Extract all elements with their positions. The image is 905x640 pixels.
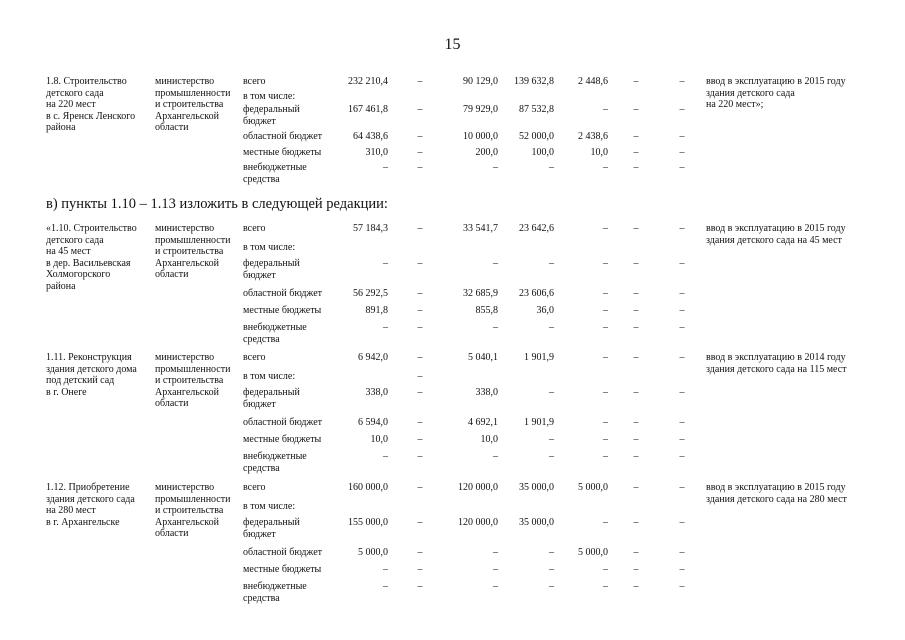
amount-cell: 5 000,0 <box>358 547 388 558</box>
funding-source-label-line: бюджет <box>243 398 276 410</box>
amount-cell: – <box>679 104 685 115</box>
amount-cell: – <box>633 417 639 428</box>
amount-cell: 855,8 <box>475 305 498 316</box>
amount-cell: 6 942,0 <box>358 352 388 363</box>
amount-cell: – <box>417 147 423 158</box>
funding-source-label-line: внебюджетные <box>243 451 307 462</box>
funding-source-label-line: федеральный <box>243 387 300 398</box>
funding-source-label-line: в том числе: <box>243 242 296 253</box>
amount-cell: – <box>603 434 608 445</box>
amount-cell: 5 000,0 <box>578 547 608 558</box>
expected-result <box>706 223 886 246</box>
amount-cell: – <box>603 162 608 173</box>
amount-cell: – <box>633 288 639 299</box>
funding-source-label-line: бюджет <box>243 269 276 281</box>
funding-source-label-line: всего <box>243 223 266 234</box>
executor-line: Архангельской <box>155 110 219 122</box>
amount-cell: – <box>417 288 423 299</box>
project-name-line: на 220 мест <box>46 99 96 110</box>
funding-source-label-line: внебюджетные <box>243 162 307 173</box>
amount-cell: 4 692,1 <box>468 417 498 428</box>
amount-cell: 35 000,0 <box>519 517 554 528</box>
amount-cell: – <box>679 258 685 269</box>
executor-line: министерство <box>155 76 215 87</box>
executor-line: министерство <box>155 482 215 493</box>
amount-cell: 120 000,0 <box>458 517 498 528</box>
executor <box>155 352 237 410</box>
amount-cell: 57 184,3 <box>353 223 388 234</box>
amount-cell: 232 210,4 <box>348 76 388 87</box>
amount-cell: – <box>633 305 639 316</box>
amount-cell: – <box>549 258 554 269</box>
amount-cell: 1 901,9 <box>524 352 554 363</box>
executor-line: министерство <box>155 223 215 234</box>
amount-cell: 120 000,0 <box>458 482 498 493</box>
amount-cell: – <box>633 482 639 493</box>
amount-cell: – <box>679 451 685 462</box>
project-name <box>46 76 152 134</box>
amount-cell: – <box>633 434 639 445</box>
expected-result-line: здания детского сада на 45 мест <box>706 234 842 246</box>
section-heading: в) пункты 1.10 – 1.13 изложить в следующей редакции: <box>46 196 388 212</box>
executor-line: промышленности <box>155 87 231 99</box>
amount-cell: – <box>603 387 608 398</box>
amount-cell: – <box>633 131 639 142</box>
amount-cell: – <box>679 76 685 87</box>
executor-line: области <box>155 528 189 539</box>
amount-cell: – <box>417 564 423 575</box>
amount-cell: 100,0 <box>531 147 554 158</box>
amount-cell: 167 461,8 <box>348 104 388 115</box>
amount-cell: – <box>549 564 554 575</box>
funding-source-label-line: средства <box>243 173 280 185</box>
executor-line: и строительства <box>155 246 224 257</box>
amount-cell: – <box>633 147 639 158</box>
funding-source-label-line: средства <box>243 333 280 345</box>
amount-cell: – <box>417 387 423 398</box>
project-name-line: под детский сад <box>46 375 115 386</box>
amount-cell: – <box>493 258 498 269</box>
project-name-line: 1.8. Строительство <box>46 76 127 87</box>
amount-cell: – <box>633 258 639 269</box>
executor-line: промышленности <box>155 234 231 246</box>
amount-cell: – <box>679 547 685 558</box>
expected-result <box>706 482 886 505</box>
amount-cell: – <box>417 482 423 493</box>
amount-cell: – <box>679 564 685 575</box>
project-name <box>46 482 152 528</box>
project-name-line: Холмогорского <box>46 269 111 280</box>
amount-cell: – <box>633 451 639 462</box>
amount-cell: – <box>603 258 608 269</box>
amount-cell: – <box>417 76 423 87</box>
funding-source-label-line: в том числе: <box>243 91 296 102</box>
funding-source-label-line: внебюджетные <box>243 581 307 592</box>
amount-cell: 23 642,6 <box>519 223 554 234</box>
amount-cell: – <box>493 322 498 333</box>
executor-line: Архангельской <box>155 386 219 398</box>
amount-cell: 139 632,8 <box>514 76 554 87</box>
executor-line: промышленности <box>155 363 231 375</box>
funding-source-label-line: бюджет <box>243 528 276 540</box>
funding-source-label-line: бюджет <box>243 115 276 127</box>
expected-result-line: на 220 мест»; <box>706 99 764 110</box>
funding-source-label <box>243 501 338 513</box>
amount-cell: – <box>679 352 685 363</box>
expected-result <box>706 352 886 375</box>
project-name-line: здания детского дома <box>46 363 137 375</box>
funding-source-label-line: всего <box>243 76 266 87</box>
amount-cell: – <box>417 305 423 316</box>
project-name-line: на 280 мест <box>46 505 96 516</box>
amount-cell: – <box>679 288 685 299</box>
funding-source-label-line: местные бюджеты <box>243 434 322 445</box>
funding-source-label-line: областной бюджет <box>243 547 323 558</box>
amount-cell: 87 532,8 <box>519 104 554 115</box>
funding-source-label-line: областной бюджет <box>243 131 323 142</box>
amount-cell: 2 438,6 <box>578 131 608 142</box>
amount-cell: 5 000,0 <box>578 482 608 493</box>
amount-cell: – <box>679 434 685 445</box>
amount-cell: – <box>417 223 423 234</box>
executor-line: области <box>155 398 189 409</box>
amount-cell: – <box>417 131 423 142</box>
amount-cell: – <box>633 162 639 173</box>
amount-cell: 33 541,7 <box>463 223 498 234</box>
amount-cell: – <box>417 322 423 333</box>
amount-cell: – <box>633 104 639 115</box>
amount-cell: – <box>679 322 685 333</box>
executor-line: области <box>155 122 189 133</box>
amount-cell: 56 292,5 <box>353 288 388 299</box>
funding-source-label-line: федеральный <box>243 258 300 269</box>
amount-cell: – <box>603 223 608 234</box>
amount-cell: – <box>603 305 608 316</box>
project-name-line: в дер. Васильевская <box>46 257 131 269</box>
amount-cell: 891,8 <box>365 305 388 316</box>
funding-source-label-line: федеральный <box>243 517 300 528</box>
amount-cell: 310,0 <box>365 147 388 158</box>
amount-cell: – <box>493 581 498 592</box>
expected-result-line: здания детского сада <box>706 87 795 99</box>
amount-cell: – <box>633 547 639 558</box>
amount-cell: – <box>603 288 608 299</box>
amount-cell: 338,0 <box>365 387 388 398</box>
expected-result-line: ввод в эксплуатацию в 2015 году <box>706 223 846 234</box>
amount-cell: 1 901,9 <box>524 417 554 428</box>
amount-cell: 36,0 <box>536 305 554 316</box>
project-name-line: в г. Архангельске <box>46 516 120 528</box>
amount-cell: – <box>603 322 608 333</box>
amount-cell: – <box>679 387 685 398</box>
amount-cell: – <box>679 517 685 528</box>
amount-cell: 90 129,0 <box>463 76 498 87</box>
project-name-line: в г. Онеге <box>46 386 87 398</box>
amount-cell: 2 448,6 <box>578 76 608 87</box>
amount-cell: – <box>383 258 388 269</box>
amount-cell: – <box>679 417 685 428</box>
amount-cell: – <box>383 451 388 462</box>
amount-cell: – <box>633 322 639 333</box>
amount-cell: – <box>417 258 423 269</box>
amount-cell: – <box>603 581 608 592</box>
amount-cell: – <box>383 564 388 575</box>
funding-source-label-line: внебюджетные <box>243 322 307 333</box>
amount-cell: – <box>603 517 608 528</box>
executor-line: и строительства <box>155 505 224 516</box>
amount-cell: – <box>679 482 685 493</box>
amount-cell: – <box>417 162 423 173</box>
amount-cell: 23 606,6 <box>519 288 554 299</box>
amount-cell: 160 000,0 <box>348 482 388 493</box>
executor-line: Архангельской <box>155 257 219 269</box>
amount-cell: – <box>679 131 685 142</box>
amount-cell: 52 000,0 <box>519 131 554 142</box>
expected-result-line: здания детского сада на 115 мест <box>706 363 847 375</box>
funding-source-label <box>243 91 338 103</box>
project-name-line: «1.10. Строительство <box>46 223 137 234</box>
amount-cell: – <box>679 147 685 158</box>
funding-source-label-line: областной бюджет <box>243 417 323 428</box>
amount-cell: – <box>417 417 423 428</box>
executor <box>155 223 237 281</box>
amount-cell: – <box>493 547 498 558</box>
amount-cell: – <box>633 581 639 592</box>
amount-cell: – <box>493 162 498 173</box>
amount-cell: – <box>603 451 608 462</box>
amount-cell: – <box>417 547 423 558</box>
executor-line: промышленности <box>155 493 231 505</box>
amount-cell: – <box>549 162 554 173</box>
page-number: 15 <box>444 36 461 53</box>
amount-cell: – <box>679 581 685 592</box>
funding-source-label-line: всего <box>243 352 266 363</box>
amount-cell: 32 685,9 <box>463 288 498 299</box>
project-name-line: детского сада <box>46 87 104 99</box>
project-name-line: района <box>46 122 76 133</box>
amount-cell: 5 040,1 <box>468 352 498 363</box>
amount-cell: – <box>549 322 554 333</box>
amount-cell: – <box>633 76 639 87</box>
project-name-line: детского сада <box>46 234 104 246</box>
amount-cell: – <box>383 322 388 333</box>
funding-source-label <box>243 242 338 254</box>
executor-line: и строительства <box>155 99 224 110</box>
amount-cell: – <box>549 451 554 462</box>
project-name-line: здания детского сада <box>46 493 135 505</box>
project-name-line: на 45 мест <box>46 246 91 257</box>
expected-result-line: ввод в эксплуатацию в 2015 году <box>706 76 846 87</box>
amount-cell: – <box>633 352 639 363</box>
executor <box>155 482 237 540</box>
expected-result-line: здания детского сада на 280 мест <box>706 493 847 505</box>
amount-cell: – <box>633 223 639 234</box>
amount-cell: – <box>417 581 423 592</box>
amount-cell: – <box>383 581 388 592</box>
amount-cell: – <box>549 434 554 445</box>
project-name-line: района <box>46 280 76 292</box>
funding-source-label-line: средства <box>243 462 280 474</box>
project-name <box>46 352 152 398</box>
amount-cell: – <box>679 305 685 316</box>
amount-cell: – <box>633 564 639 575</box>
funding-source-label-line: всего <box>243 482 266 493</box>
amount-cell: – <box>417 451 423 462</box>
amount-cell: 10,0 <box>370 434 388 445</box>
funding-source-label-line: федеральный <box>243 104 300 115</box>
amount-cell: – <box>549 581 554 592</box>
funding-source-label-line: областной бюджет <box>243 288 323 299</box>
amount-cell: – <box>603 564 608 575</box>
expected-result <box>706 76 886 111</box>
amount-cell: – <box>549 547 554 558</box>
executor-line: и строительства <box>155 375 224 386</box>
amount-cell: – <box>417 434 423 445</box>
amount-cell: – <box>633 387 639 398</box>
amount-cell: 10 000,0 <box>463 131 498 142</box>
executor-line: министерство <box>155 352 215 363</box>
amount-cell: – <box>679 223 685 234</box>
project-name <box>46 223 152 292</box>
executor-line: Архангельской <box>155 516 219 528</box>
project-name-line: 1.11. Реконструкция <box>46 352 132 363</box>
executor <box>155 76 237 134</box>
amount-cell: 35 000,0 <box>519 482 554 493</box>
amount-cell: – <box>417 104 423 115</box>
project-name-line: в с. Яренск Ленского <box>46 110 136 122</box>
amount-cell: – <box>417 517 423 528</box>
executor-line: области <box>155 269 189 280</box>
amount-cell: 155 000,0 <box>348 517 388 528</box>
amount-cell: – <box>493 564 498 575</box>
amount-cell: – <box>549 387 554 398</box>
amount-cell: 10,0 <box>480 434 498 445</box>
amount-cell: – <box>417 352 423 363</box>
expected-result-line: ввод в эксплуатацию в 2014 году <box>706 352 846 363</box>
amount-cell: 10,0 <box>590 147 608 158</box>
amount-cell: 338,0 <box>475 387 498 398</box>
amount-cell: – <box>603 104 608 115</box>
funding-source-label-line: в том числе: <box>243 501 296 512</box>
amount-cell: 200,0 <box>475 147 498 158</box>
amount-cell: – <box>603 352 608 363</box>
amount-cell: – <box>603 417 608 428</box>
amount-cell: – <box>493 451 498 462</box>
amount-cell: – <box>417 371 423 382</box>
funding-source-label-line: местные бюджеты <box>243 564 322 575</box>
funding-source-label-line: в том числе: <box>243 371 296 382</box>
funding-source-label-line: средства <box>243 592 280 604</box>
amount-cell: – <box>383 162 388 173</box>
amount-cell: – <box>633 517 639 528</box>
amount-cell: 64 438,6 <box>353 131 388 142</box>
amount-cell: – <box>679 162 685 173</box>
funding-source-label-line: местные бюджеты <box>243 305 322 316</box>
amount-cell: 6 594,0 <box>358 417 388 428</box>
expected-result-line: ввод в эксплуатацию в 2015 году <box>706 482 846 493</box>
funding-source-label-line: местные бюджеты <box>243 147 322 158</box>
funding-source-label <box>243 371 338 383</box>
project-name-line: 1.12. Приобретение <box>46 482 130 493</box>
amount-cell: 79 929,0 <box>463 104 498 115</box>
